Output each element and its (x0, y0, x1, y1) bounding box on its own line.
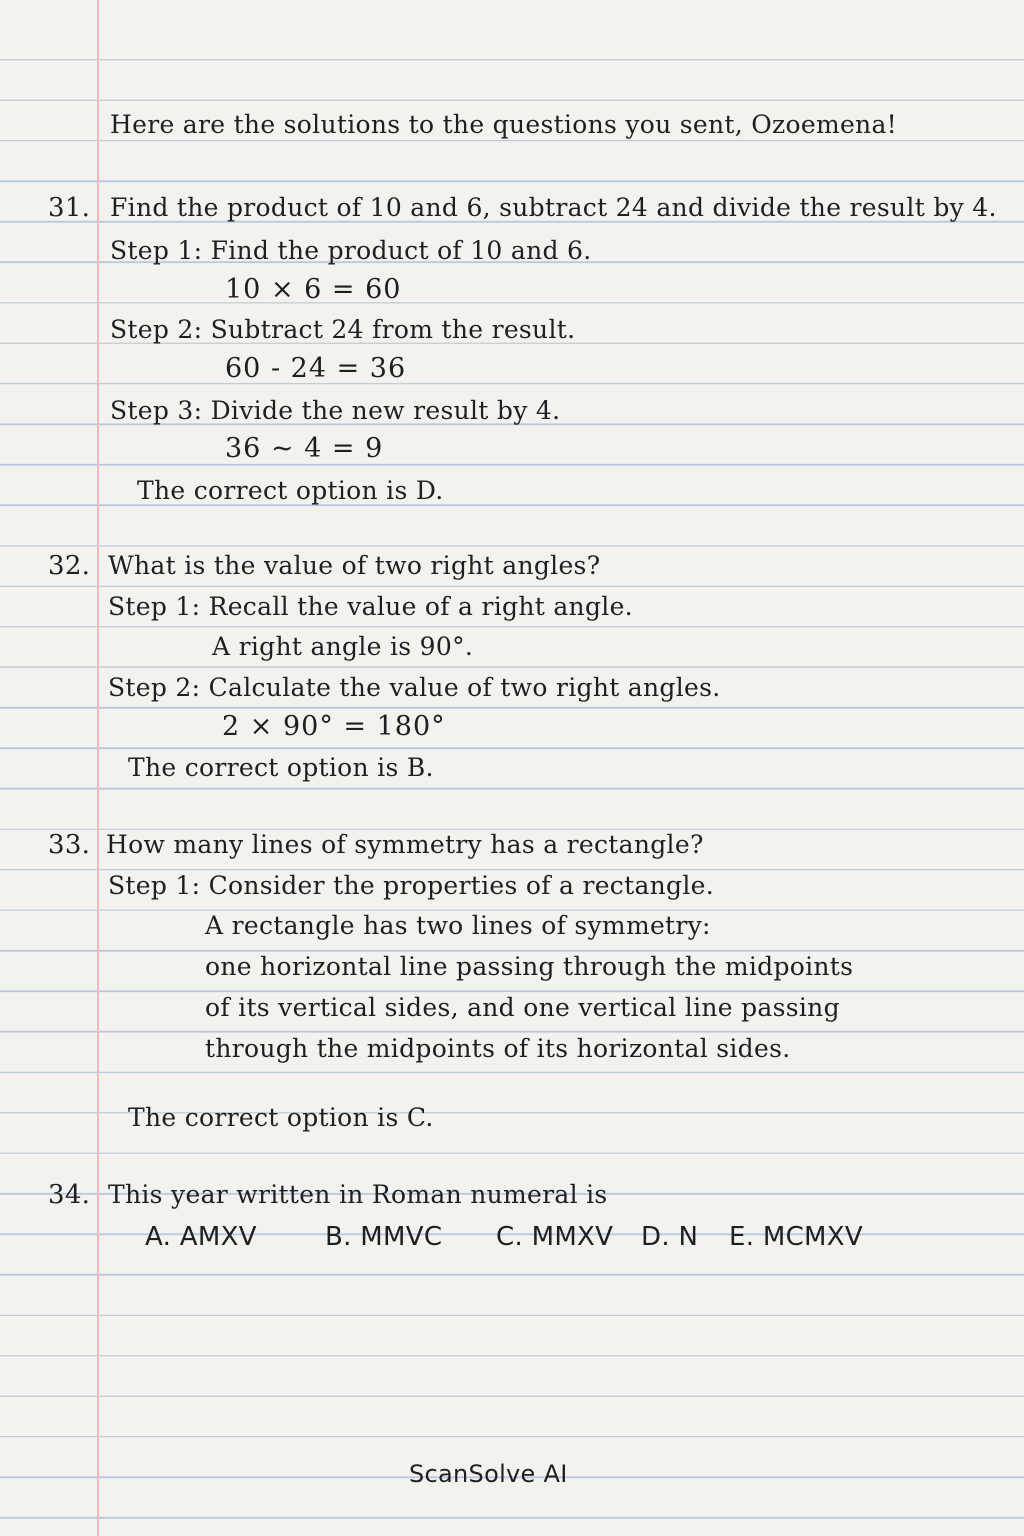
question-31-number: 31. (48, 193, 91, 223)
question-33-line-4: through the midpoints of its horizontal sides. (205, 1034, 791, 1063)
question-33-line-3: of its vertical sides, and one vertical line passing (205, 993, 840, 1022)
question-32-number: 32. (48, 551, 91, 581)
question-34-text: This year written in Roman numeral is (108, 1180, 608, 1209)
question-33-line-1: A rectangle has two lines of symmetry: (205, 911, 711, 940)
question-34-option-c: C. MMXV (496, 1222, 614, 1252)
question-33-step-1: Step 1: Consider the properties of a rectangle. (108, 871, 714, 900)
question-31-equation-1: 10 × 6 = 60 (225, 274, 402, 305)
question-32-line-1: A right angle is 90°. (212, 632, 474, 661)
footer-brand: ScanSolve AI (409, 1460, 568, 1488)
question-32-step-2: Step 2: Calculate the value of two right angles. (108, 673, 721, 702)
question-31-text: Find the product of 10 and 6, subtract 24 and divide the result by 4. (110, 193, 997, 222)
question-32-text: What is the value of two right angles? (108, 551, 601, 580)
question-33-number: 33. (48, 830, 91, 860)
question-31-answer: The correct option is D. (137, 476, 444, 505)
question-32-equation-1: 2 × 90° = 180° (222, 711, 446, 742)
question-31-equation-3: 36 ~ 4 = 9 (225, 433, 384, 464)
question-32-answer: The correct option is B. (128, 753, 434, 782)
question-34-option-b: B. MMVC (325, 1222, 443, 1252)
question-31-step-3: Step 3: Divide the new result by 4. (110, 396, 561, 425)
question-34-option-a: A. AMXV (145, 1222, 257, 1252)
greeting-text: Here are the solutions to the questions you sent, Ozoemena! (110, 110, 898, 139)
question-34-option-d: D. N (641, 1222, 699, 1252)
question-34-option-e: E. MCMXV (729, 1222, 863, 1252)
question-33-line-2: one horizontal line passing through the midpoints (205, 952, 854, 981)
question-31-equation-2: 60 - 24 = 36 (225, 353, 407, 384)
question-33-text: How many lines of symmetry has a rectangle? (106, 830, 704, 859)
question-34-number: 34. (48, 1180, 91, 1210)
margin-line (97, 0, 99, 1536)
question-32-step-1: Step 1: Recall the value of a right angle. (108, 592, 633, 621)
question-31-step-2: Step 2: Subtract 24 from the result. (110, 315, 576, 344)
question-31-step-1: Step 1: Find the product of 10 and 6. (110, 236, 592, 265)
question-33-answer: The correct option is C. (128, 1103, 434, 1132)
